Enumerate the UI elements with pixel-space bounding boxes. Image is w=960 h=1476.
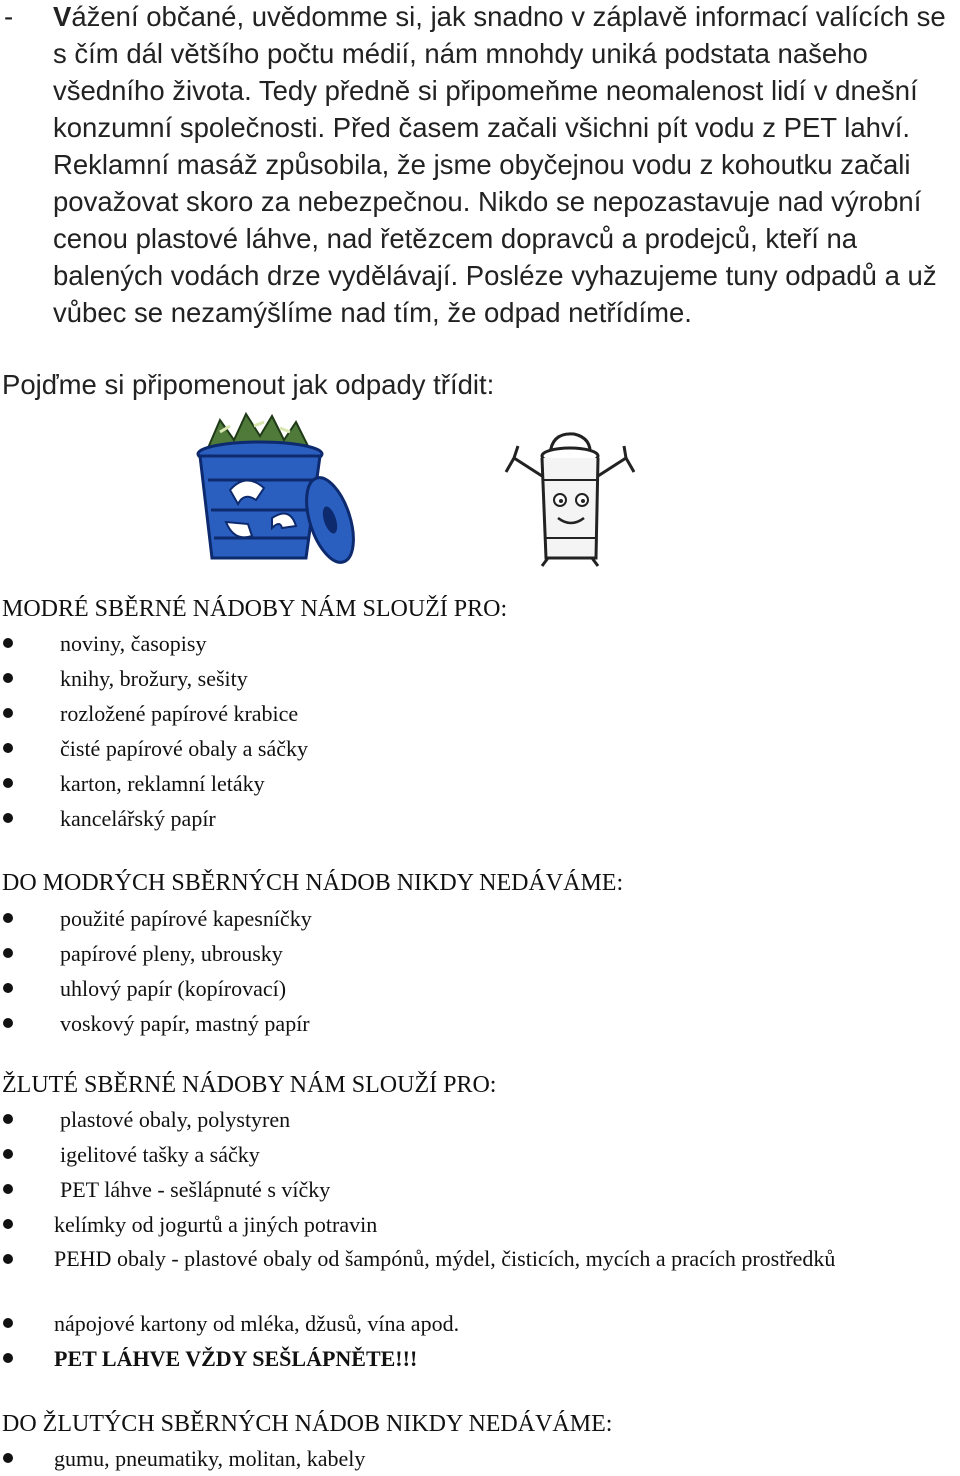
heading-blue-bins-for: MODRÉ SBĚRNÉ NÁDOBY NÁM SLOUŽÍ PRO: <box>2 596 508 622</box>
intro-lead-capital: V <box>53 1 72 32</box>
heading-yellow-bins-never: DO ŽLUTÝCH SBĚRNÝCH NÁDOB NIKDY NEDÁVÁME: <box>2 1411 613 1437</box>
intro-paragraph-text: ážení občané, uvědomme si, jak snadno v záplavě informací valících se s čím dál většího počtu médií, nám mnohdy uniká podstata našeho všedního života. Tedy předně si připomeňme neomalenost lidí v dnešní konzumní společnosti. Před časem začali všichni pít vodu z PET lahví. Reklamní masáž způsobila, že jsme obyčejnou vodu z kohoutku začali považovat skoro za nebezpečnou. Nikdo se nepozastavuje nad výrobní cenou plastové láhve, nad řetězcem dopravců a prodejců, kteří na balených vodách drze vydělávají. Posléze vyhazujeme tuny odpadů a už vůbec se nezamýšlíme nad tím, že odpad netřídíme. <box>53 1 946 328</box>
heading-yellow-bins-for: ŽLUTÉ SBĚRNÉ NÁDOBY NÁM SLOUŽÍ PRO: <box>2 1072 497 1098</box>
list-dash: - <box>4 1 14 32</box>
heading-blue-bins-never: DO MODRÝCH SBĚRNÝCH NÁDOB NIKDY NEDÁVÁME: <box>2 870 624 896</box>
tin-can-mascot-icon <box>492 428 652 568</box>
intro-paragraph <box>53 0 958 331</box>
intro-closing-line: Pojďme si připomenout jak odpady třídit: <box>2 369 495 400</box>
recycling-bin-icon <box>168 410 368 570</box>
illustrations <box>0 410 960 580</box>
